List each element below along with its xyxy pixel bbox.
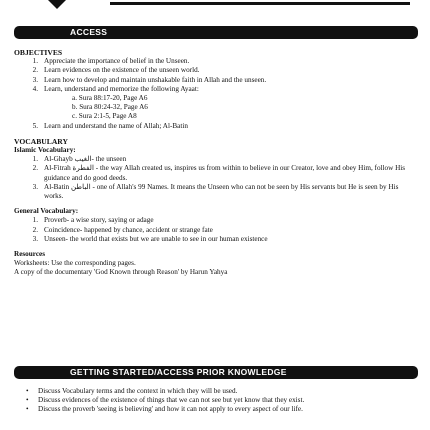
vocabulary-item: 1. Proverb- a wise story, saying or adage xyxy=(32,216,154,225)
getting-started-content xyxy=(14,387,418,415)
objective-item: 1. Appreciate the importance of belief in the Unseen. xyxy=(32,57,190,66)
objectives-list xyxy=(14,57,418,94)
vocabulary-heading: VOCABULARY xyxy=(14,136,69,146)
ayah-reference: a. Sura 88:17-20, Page A6 xyxy=(72,94,148,103)
getting-started-list xyxy=(14,387,418,415)
ayah-reference: b. Sura 80:24-32, Page A6 xyxy=(72,103,148,112)
ayaat-list xyxy=(14,94,418,122)
getting-started-title: GETTING STARTED/ACCESS PRIOR KNOWLEDGE xyxy=(70,367,287,377)
vocabulary-item: 1. Al-Ghayb الغيب- the unseen xyxy=(32,155,127,164)
list-item: • Discuss Vocabulary terms and the context in which they will be used. xyxy=(26,387,238,395)
list-item: • Discuss the proverb 'seeing is believing' and how it can not apply to every aspect of our life. xyxy=(26,405,303,414)
objective-item: 5. Learn and understand the name of Allah; Al-Batin xyxy=(32,121,188,130)
header-triangle-mark xyxy=(48,0,66,9)
vocabulary-item: 3. Al-Batin الباطن - one of Allah's 99 Names. It means the Unseen who can not be seen by His servants but He is seen by His works. xyxy=(32,182,399,201)
resources-line: Worksheets: Use the corresponding pages. xyxy=(14,259,136,268)
bullet-icon: • xyxy=(26,396,29,405)
vocabulary-item: 2. Coincidence- happened by chance, accident or strange fate xyxy=(32,225,213,234)
bullet-icon: • xyxy=(26,405,29,414)
objective-item: 4. Learn, understand and memorize the following Ayaat: xyxy=(32,84,199,93)
objectives-heading: OBJECTIVES xyxy=(14,48,63,57)
objective-item: 3. Learn how to develop and maintain unshakable faith in Allah and the unseen. xyxy=(32,75,267,84)
vocabulary-item: 2. Al-Fitrah الفطرة - the way Allah created us, inspires us from within to believe in our Creator, love and obey Him, follow His guidance and do good deeds. xyxy=(32,164,406,182)
access-section-bar xyxy=(14,26,418,39)
ayah-reference: c. Sura 2:1-5, Page A8 xyxy=(72,112,137,121)
islamic-vocabulary-heading: Islamic Vocabulary: xyxy=(14,146,76,155)
islamic-vocabulary-list xyxy=(14,155,418,201)
getting-started-section-bar xyxy=(14,366,418,379)
vocabulary-item: 3. Unseen- the world that exists but we are unable to see in our human existence xyxy=(32,234,268,243)
general-vocabulary-heading: General Vocabulary: xyxy=(14,207,79,216)
access-title: ACCESS xyxy=(70,27,108,37)
resources-line: A copy of the documentary 'God Known through Reason' by Harun Yahya xyxy=(14,268,228,277)
general-vocabulary-list xyxy=(14,216,418,244)
list-item: • Discuss evidences of the existence of things that we can not see but yet know that they exist. xyxy=(26,396,305,405)
header-rule xyxy=(110,2,410,5)
bullet-icon: • xyxy=(26,387,29,395)
resources-heading: Resources xyxy=(14,250,46,259)
main-content xyxy=(14,48,418,278)
objective-item: 2. Learn evidences on the existence of the unseen world. xyxy=(32,66,200,75)
